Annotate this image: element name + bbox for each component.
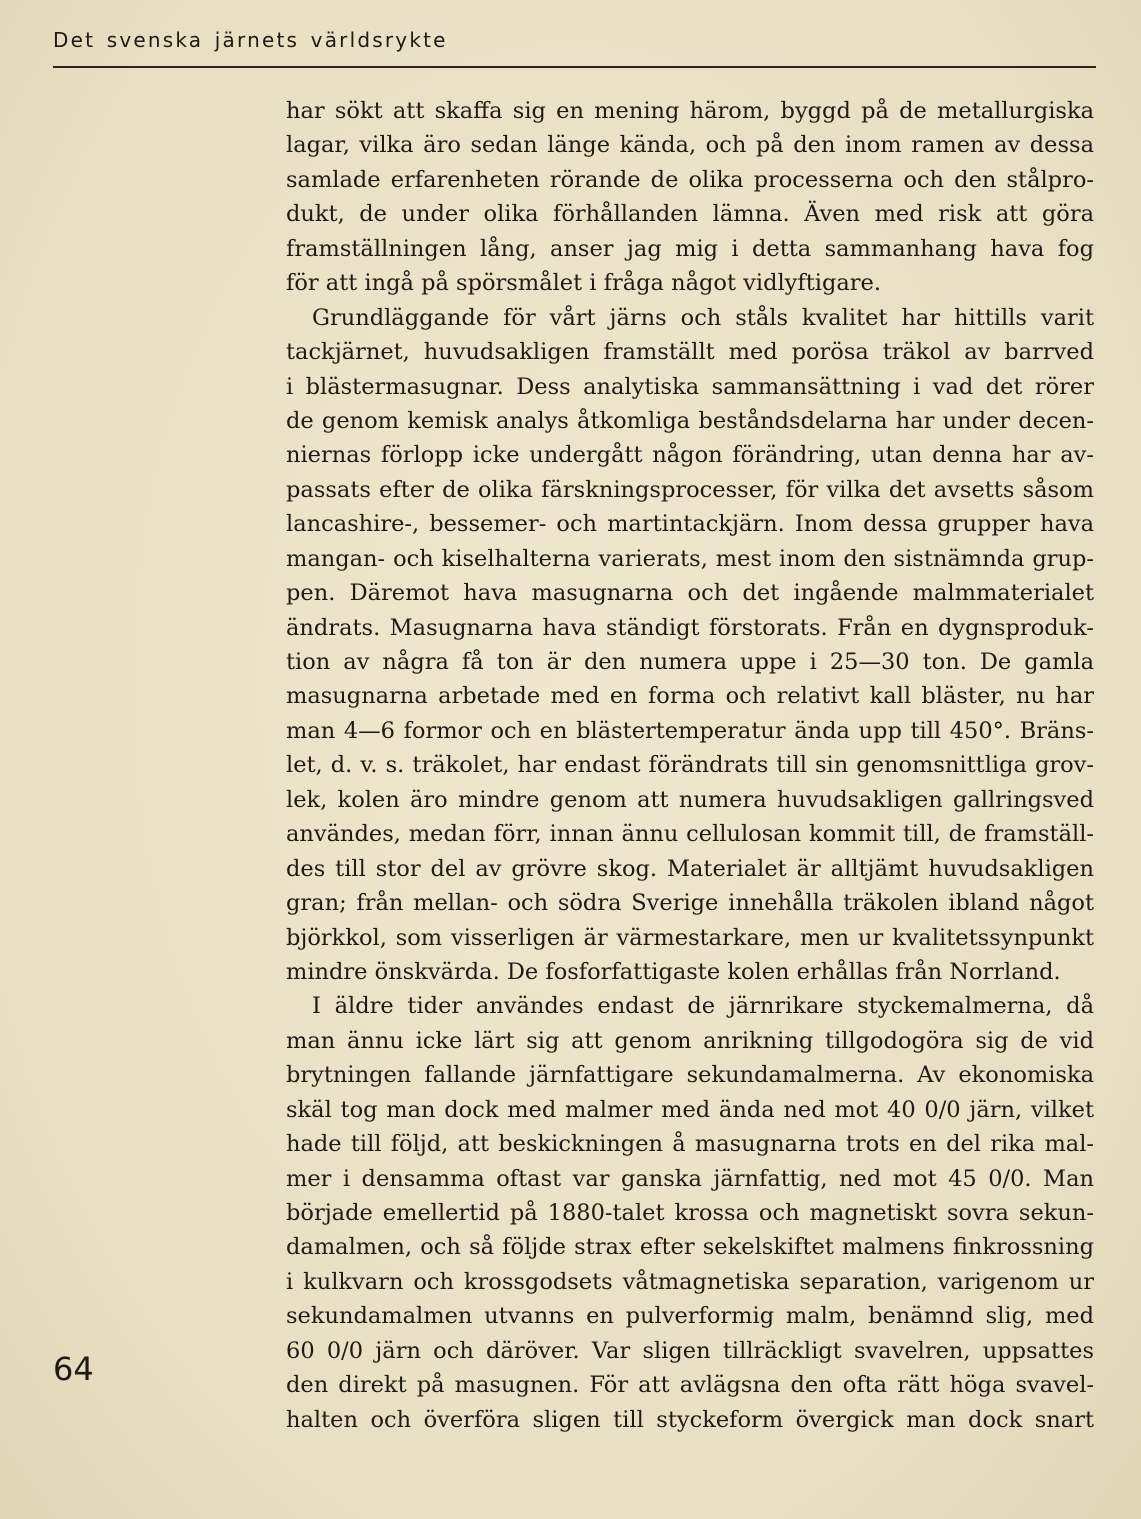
text-line: man ännu icke lärt sig att genom anrikning tillgodogöra sig de vid	[286, 1027, 1094, 1054]
text-line: pen. Däremot hava masugnarna och det ingående malmmaterialet	[286, 580, 1094, 607]
text-line: har sökt att skaffa sig en mening härom, byggd på de metallurgiska	[286, 98, 1094, 124]
text-line: framställningen lång, anser jag mig i detta sammanhang hava fog	[286, 235, 1094, 262]
text-line: björkkol, som visserligen är värmestarkare, men ur kvalitetssynpunkt	[286, 924, 1094, 951]
text-line: användes, medan förr, innan ännu cellulosan kommit till, de framställ-	[286, 821, 1094, 848]
text-line: mindre önskvärda. De fosforfattigaste kolen erhållas från Norrland.	[286, 958, 1061, 985]
body-text	[286, 94, 1094, 1437]
text-line: samlade erfarenheten rörande de olika processerna och den stålpro-	[286, 166, 1094, 193]
text-line: för att ingå på spörsmålet i fråga något vidlyftigare.	[286, 270, 881, 297]
text-line: damalmen, och så följde strax efter sekelskiftet malmens finkrossning	[286, 1234, 1094, 1261]
text-line: den direkt på masugnen. För att avlägsna den ofta rätt höga svavel-	[286, 1372, 1094, 1399]
text-line: lancashire-, bessemer- och martintackjärn. Inom dessa grupper hava	[286, 511, 1094, 538]
text-line: sekundamalmen utvanns en pulverformig malm, benämnd slig, med	[286, 1303, 1094, 1330]
text-line: hade till följd, att beskickningen å masugnarna trots en del rika mal-	[286, 1131, 1094, 1158]
text-line: masugnarna arbetade med en forma och relativt kall bläster, nu har	[286, 683, 1094, 710]
text-line: tion av några få ton är den numera uppe i 25—30 ton. De gamla	[286, 649, 1094, 675]
text-line: i blästermasugnar. Dess analytiska sammansättning i vad det rörer	[286, 373, 1094, 400]
text-line: I äldre tider användes endast de järnrikare styckemalmerna, då	[312, 993, 1094, 1020]
text-line: niernas förlopp icke undergått någon förändring, utan denna har av-	[286, 442, 1094, 469]
header-rule	[53, 66, 1096, 68]
text-line: i kulkvarn och krossgodsets våtmagnetiska separation, varigenom ur	[286, 1268, 1094, 1295]
text-line: let, d. v. s. träkolet, har endast förändrats till sin genomsnittliga grov-	[286, 752, 1094, 779]
page-number: 64	[53, 1350, 94, 1388]
text-line: dukt, de under olika förhållanden lämna. Även med risk att göra	[286, 201, 1094, 228]
text-line: halten och överföra sligen till styckeform övergick man dock snart	[286, 1406, 1094, 1433]
text-line: man 4—6 formor och en blästertemperatur ända upp till 450°. Bräns-	[286, 717, 1094, 744]
text-line: började emellertid på 1880-talet krossa och magnetiskt sovra sekun-	[286, 1200, 1094, 1226]
text-line: 60 0/0 järn och däröver. Var sligen tillräckligt svavelren, uppsattes	[286, 1337, 1094, 1364]
text-line: passats efter de olika färskningsprocesser, för vilka det avsetts såsom	[286, 476, 1094, 503]
text-line: des till stor del av grövre skog. Materialet är alltjämt huvudsakligen	[286, 855, 1094, 882]
text-line: mangan- och kiselhalterna varierats, mest inom den sistnämnda grup-	[286, 545, 1094, 572]
running-title: Det svenska järnets världsrykte	[53, 28, 448, 52]
text-line: mer i densamma oftast var ganska järnfattig, ned mot 45 0/0. Man	[286, 1165, 1094, 1192]
text-line: brytningen fallande järnfattigare sekundamalmerna. Av ekonomiska	[286, 1062, 1094, 1089]
text-line: Grundläggande för vårt järns och ståls kvalitet har hittills varit	[312, 304, 1094, 331]
text-line: tackjärnet, huvudsakligen framställt med porösa träkol av barrved	[286, 339, 1094, 366]
text-line: gran; från mellan- och södra Sverige innehålla träkolen ibland något	[286, 890, 1094, 917]
text-line: de genom kemisk analys åtkomliga beståndsdelarna har under decen-	[286, 407, 1094, 434]
text-line: lek, kolen äro mindre genom att numera huvudsakligen gallringsved	[286, 786, 1094, 813]
text-line: ändrats. Masugnarna hava ständigt förstorats. Från en dygnsproduk-	[286, 614, 1094, 641]
text-line: lagar, vilka äro sedan länge kända, och på den inom ramen av dessa	[286, 132, 1094, 159]
text-line: skäl tog man dock med malmer med ända ned mot 40 0/0 järn, vilket	[286, 1096, 1094, 1123]
